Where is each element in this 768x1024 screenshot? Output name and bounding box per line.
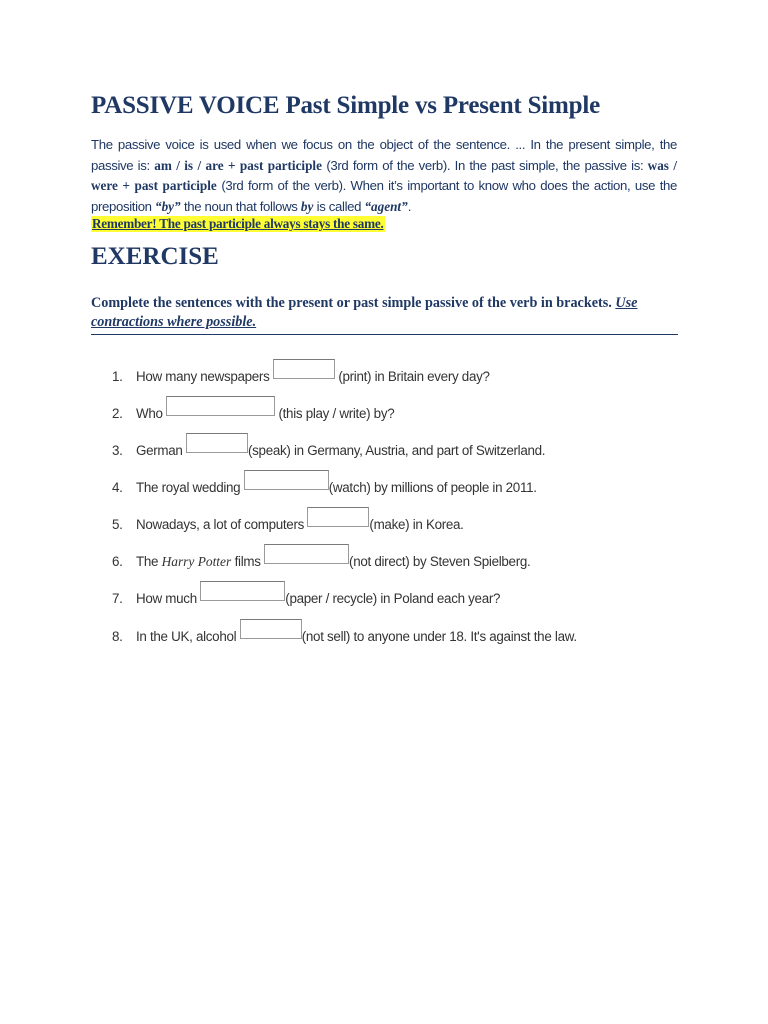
film-title: Harry Potter bbox=[161, 554, 232, 569]
exercise-item-7 bbox=[112, 589, 500, 609]
item-text-before: The bbox=[136, 554, 162, 569]
item-number: 5. bbox=[112, 517, 123, 532]
item-text-after: (not direct) by Steven Spielberg. bbox=[349, 554, 531, 569]
item-text-after: (watch) by millions of people in 2011. bbox=[328, 480, 537, 495]
item-text-after: (speak) in Germany, Austria, and part of Switzerland. bbox=[248, 443, 546, 458]
item-text-after: (this play / write) by? bbox=[275, 406, 395, 421]
exercise-item-6 bbox=[112, 552, 530, 572]
exercise-item-8 bbox=[112, 627, 577, 647]
item-text-before: Who bbox=[136, 406, 167, 421]
exercise-item-4 bbox=[112, 478, 537, 498]
item-text-before: films bbox=[231, 554, 265, 569]
item-text-before: The royal wedding bbox=[136, 480, 244, 495]
answer-blank-6[interactable] bbox=[264, 544, 349, 564]
item-number: 3. bbox=[112, 443, 123, 458]
item-text-after: (not sell) to anyone under 18. It's against the law. bbox=[301, 629, 577, 644]
item-number: 1. bbox=[112, 369, 123, 384]
item-text-before: Nowadays, a lot of computers bbox=[136, 517, 308, 532]
past-passive-formula: was / were + past participle bbox=[91, 157, 677, 193]
item-text-after: (print) in Britain every day? bbox=[334, 369, 490, 384]
instruction-text: Complete the sentences with the present or past simple passive of the verb in brackets. bbox=[91, 295, 616, 311]
exercise-item-3 bbox=[112, 441, 545, 461]
intro-text: the noun that follows bbox=[180, 198, 301, 214]
item-number: 4. bbox=[112, 480, 123, 495]
answer-blank-2[interactable] bbox=[166, 396, 275, 416]
item-number: 8. bbox=[112, 629, 123, 644]
item-number: 6. bbox=[112, 554, 123, 569]
item-text-after: (make) in Korea. bbox=[369, 517, 464, 532]
remember-note: Remember! The past participle always stays the same. bbox=[92, 216, 384, 231]
answer-blank-5[interactable] bbox=[307, 507, 369, 527]
preposition-by: “by” bbox=[154, 198, 181, 214]
item-text-before: In the UK, alcohol bbox=[136, 629, 240, 644]
item-text-before: German bbox=[136, 443, 186, 458]
answer-blank-1[interactable] bbox=[273, 359, 335, 379]
exercise-heading: EXERCISE bbox=[91, 243, 219, 270]
answer-blank-8[interactable] bbox=[240, 619, 302, 639]
item-text-before: How much bbox=[136, 591, 201, 606]
instruction-emphasis: Use contractions where possible. bbox=[91, 295, 638, 330]
item-number: 2. bbox=[112, 406, 123, 421]
by-word: by bbox=[300, 198, 314, 214]
intro-text: The passive voice is used when we focus on the object of the sentence. ... In the present simple, the passive is: bbox=[91, 137, 677, 173]
exercise-item-2 bbox=[112, 404, 394, 424]
present-passive-formula: am / is / are + past participle bbox=[154, 157, 322, 173]
agent-term: “agent” bbox=[364, 198, 408, 214]
exercise-item-5 bbox=[112, 515, 464, 535]
item-text-after: (paper / recycle) in Poland each year? bbox=[285, 591, 501, 606]
intro-text: (3rd form of the verb). In the past simple, the passive is: bbox=[321, 157, 648, 173]
intro-text: is called bbox=[313, 198, 365, 214]
page-title: PASSIVE VOICE Past Simple vs Present Simple bbox=[91, 92, 601, 119]
intro-text: . bbox=[407, 198, 412, 214]
answer-blank-7[interactable] bbox=[200, 581, 285, 601]
answer-blank-3[interactable] bbox=[186, 433, 248, 453]
item-number: 7. bbox=[112, 591, 123, 606]
exercise-item-1 bbox=[112, 367, 490, 387]
item-text-before: How many newspapers bbox=[136, 369, 273, 384]
answer-blank-4[interactable] bbox=[244, 470, 329, 490]
intro-text: (3rd form of the verb). When it’s important to know who does the action, use the preposition bbox=[91, 178, 677, 214]
